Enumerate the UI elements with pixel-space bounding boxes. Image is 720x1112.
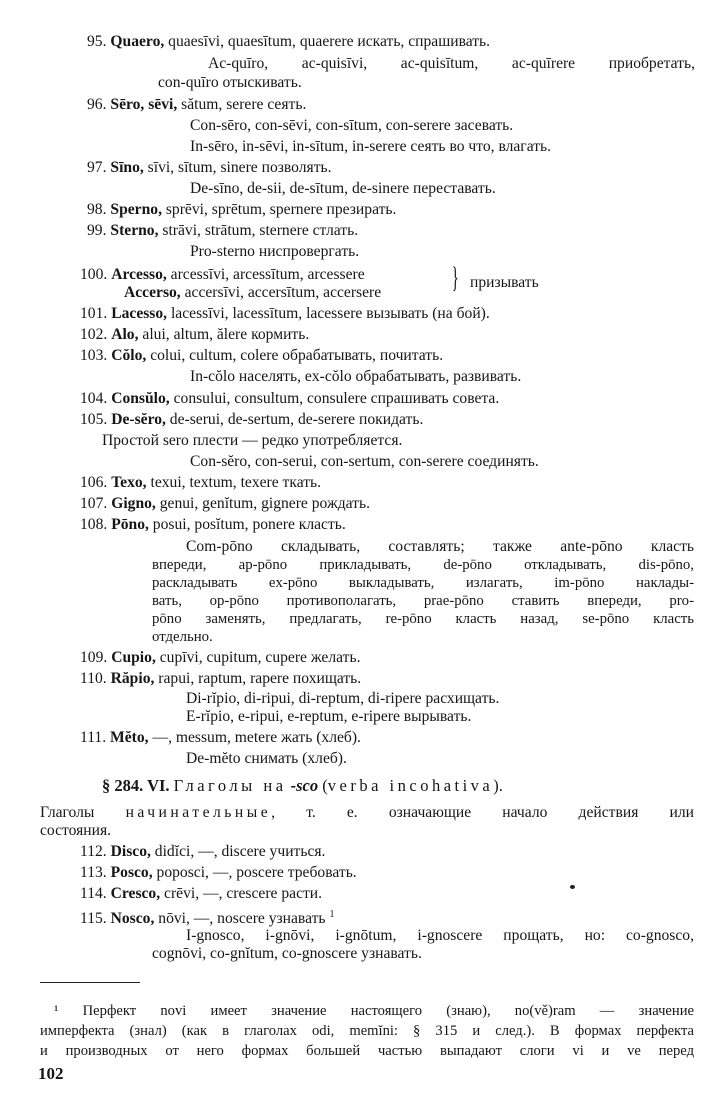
footnote: ¹ Перфект novi имеет значение настоящего (знаю), no(vě)ram — значение имперфекта (знал) (как в глаголах odi, memĭni: § 315 и след.). В формах перфекта и производных от него формах большей частью выпадают слоги vi и ve перед bbox=[40, 1003, 694, 1059]
entry-105-note: Простой sero плести — редко употребляется. bbox=[102, 432, 403, 449]
entry-97-compound: De-sīno, de-sii, de-sītum, de-sinere переставать. bbox=[190, 180, 496, 197]
footnote-marker: ¹ bbox=[54, 1003, 59, 1019]
entry-96: 96. Sēro, sēvi, sătum, serere сеять. bbox=[87, 96, 307, 113]
entry-113: 113. Posco, poposci, —, poscere требовать. bbox=[80, 864, 357, 881]
entry-97: 97. Sīno, sīvi, sītum, sinere позволять. bbox=[87, 159, 332, 176]
entry-109: 109. Cupio, cupīvi, cupitum, cupere желать. bbox=[80, 649, 361, 666]
entry-110-compound-1: Di-rĭpio, di-ripui, di-reptum, di-ripere расхищать. bbox=[186, 690, 500, 707]
entry-96-compound-1: Con-sēro, con-sēvi, con-sītum, con-serere засевать. bbox=[190, 117, 514, 134]
entry-98: 98. Sperno, sprēvi, sprētum, spernere презирать. bbox=[87, 201, 397, 218]
entry-108-compounds-4: вать, op-pōno противополагать, prae-pōno ставить впереди, pro- bbox=[152, 593, 694, 609]
entry-100-accerso: Accerso, accersīvi, accersītum, accersere bbox=[124, 284, 382, 301]
footnote-divider bbox=[40, 982, 140, 983]
entry-103-compound: In-cŏlo населять, ex-cŏlo обрабатывать, развивать. bbox=[190, 368, 522, 385]
entry-108-compounds-6: отдельно. bbox=[152, 629, 213, 645]
entry-95: 95. Quaero, quaesīvi, quaesītum, quaerere искать, спрашивать. bbox=[87, 33, 491, 50]
entry-108: 108. Pōno, posui, posĭtum, ponere класть. bbox=[80, 516, 346, 533]
entry-100-meaning: призывать bbox=[470, 274, 539, 291]
entry-108-compounds-5: pōno заменять, предлагать, re-pōno класть назад, se-pōno класть bbox=[152, 611, 694, 627]
entry-100-arcesso: 100. Arcesso, arcessīvi, arcessītum, arcessere bbox=[80, 266, 365, 283]
stray-mark bbox=[570, 885, 575, 889]
entry-95-compound-cont: con-quīro отыскивать. bbox=[158, 74, 302, 91]
entry-114: 114. Cresco, crēvi, —, crescere расти. bbox=[80, 885, 323, 902]
entry-105: 105. De-sĕro, de-serui, de-sertum, de-serere покидать. bbox=[80, 411, 424, 428]
entry-110: 110. Răpio, rapui, raptum, rapere похищать. bbox=[80, 670, 362, 687]
intro-line-1: Глаголы начинательные, т. е. означающие начало действия или bbox=[40, 804, 694, 821]
entry-95-compound: Ac-quīro, ac-quisīvi, ac-quisītum, ac-quīrere приобретать, bbox=[208, 55, 695, 72]
entry-111-compound: De-mĕto снимать (хлеб). bbox=[186, 750, 347, 767]
entry-101: 101. Lacesso, lacessīvi, lacessītum, lacessere вызывать (на бой). bbox=[80, 305, 490, 322]
entry-102: 102. Alo, alui, altum, ălere кормить. bbox=[80, 326, 310, 343]
entry-105-compound: Con-sĕro, con-serui, con-sertum, con-serere соединять. bbox=[190, 453, 539, 470]
entry-111: 111. Mĕto, —, messum, metere жать (хлеб). bbox=[80, 729, 361, 746]
entry-108-compounds-2: впереди, ap-pōno прикладывать, de-pōno откладывать, dis-pōno, bbox=[152, 557, 694, 573]
entry-104: 104. Consŭlo, consului, consultum, consulere спрашивать совета. bbox=[80, 390, 500, 407]
entry-106: 106. Texo, texui, textum, texere ткать. bbox=[80, 474, 322, 491]
entry-115-compound-1: I-gnosco, i-gnōvi, i-gnōtum, i-gnoscere прощать, но: co-gnosco, bbox=[186, 927, 694, 944]
entry-107: 107. Gigno, genui, genĭtum, gignere рождать. bbox=[80, 495, 370, 512]
entry-99: 99. Sterno, strāvi, strātum, sternere стлать. bbox=[87, 222, 359, 239]
entry-115-compound-2: cognōvi, co-gnĭtum, co-gnoscere узнавать. bbox=[152, 945, 422, 962]
entry-115: 115. Nosco, nōvi, —, noscere узнавать $^1$ bbox=[80, 909, 335, 928]
entry-108-compounds-1: Com-pōno складывать, составлять; также ante-pōno класть bbox=[186, 538, 694, 555]
intro-line-2: состояния. bbox=[40, 822, 112, 839]
entry-110-compound-2: E-rĭpio, e-ripui, e-reptum, e-ripere вырывать. bbox=[186, 708, 472, 725]
entry-108-compounds-3: раскладывать ex-pōno выкладывать, излагать, im-pōno наклады- bbox=[152, 575, 694, 591]
entry-96-compound-2: In-sēro, in-sēvi, in-sītum, in-serere сеять во что, влагать. bbox=[190, 138, 552, 155]
page-number: 102 bbox=[38, 1064, 64, 1083]
entry-103: 103. Cŏlo, colui, cultum, colere обрабатывать, почитать. bbox=[80, 347, 444, 364]
footnote-ref[interactable]: 1 bbox=[329, 909, 335, 920]
section-heading: § 284. VI. Глаголы на -sco (verba incohativa). bbox=[102, 776, 503, 795]
entry-112: 112. Disco, didĭci, —, discere учиться. bbox=[80, 843, 326, 860]
entry-99-compound: Pro-sterno ниспровергать. bbox=[190, 243, 360, 260]
brace-symbol: } bbox=[451, 261, 459, 294]
